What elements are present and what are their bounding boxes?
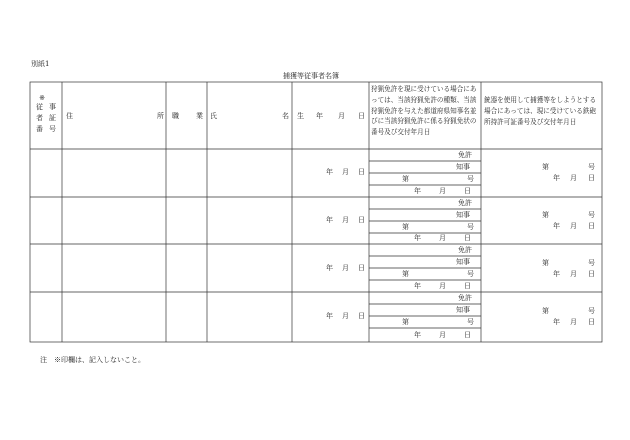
header-serial-mark: ※	[39, 94, 45, 102]
row-license-year: 年	[414, 187, 421, 195]
row-license-day: 日	[464, 282, 471, 290]
row-license-type: 免許	[458, 294, 472, 302]
row-license-dai: 第	[402, 175, 409, 183]
header-serial-char: 証	[49, 114, 56, 122]
header-birth-char: 生	[297, 112, 304, 120]
row-license-governor: 知事	[456, 163, 470, 171]
row-license-month: 月	[439, 234, 446, 242]
header-serial-char: 者	[36, 114, 43, 122]
row-license-month: 月	[439, 282, 446, 290]
row-birth-month: 月	[342, 312, 349, 320]
header-birth-char: 月	[338, 112, 345, 120]
row-gun-day: 日	[588, 222, 595, 230]
page-title: 捕獲等従事者名簿	[283, 72, 339, 80]
header-serial-char: 事	[49, 103, 56, 111]
row-license-day: 日	[464, 187, 471, 195]
row-gun-year: 年	[553, 318, 560, 326]
row-license-month: 月	[439, 187, 446, 195]
row-birth-month: 月	[342, 264, 349, 272]
row-gun-go: 号	[588, 163, 595, 171]
row-gun-month: 月	[570, 174, 577, 182]
row-license-go: 号	[467, 318, 474, 326]
row-birth-year: 年	[326, 264, 333, 272]
row-birth-day: 日	[358, 264, 365, 272]
header-occupation-right: 業	[196, 112, 203, 120]
header-birth-char: 日	[358, 112, 365, 120]
row-license-year: 年	[414, 331, 421, 339]
row-gun-month: 月	[570, 318, 577, 326]
row-gun-dai: 第	[542, 163, 549, 171]
header-address-left: 住	[66, 112, 73, 120]
header-serial-char: 番	[36, 125, 43, 133]
row-gun-dai: 第	[542, 259, 549, 267]
row-license-type: 免許	[458, 151, 472, 159]
row-birth-day: 日	[358, 216, 365, 224]
row-birth-month: 月	[342, 216, 349, 224]
header-gun-text: 銃器を使用して捕獲等をしようとする場合にあっては、現に受けている鉄砲所持許可証番号及び交付年月日	[484, 96, 597, 126]
row-gun-year: 年	[553, 270, 560, 278]
row-license-governor: 知事	[456, 306, 470, 314]
row-license-governor: 知事	[456, 258, 470, 266]
row-license-month: 月	[439, 331, 446, 339]
row-gun-go: 号	[588, 259, 595, 267]
row-license-year: 年	[414, 282, 421, 290]
header-birth-char: 年	[316, 112, 323, 120]
row-license-dai: 第	[402, 318, 409, 326]
row-birth-year: 年	[326, 312, 333, 320]
footnote: 注 ※印欄は、記入しないこと。	[40, 356, 145, 364]
row-gun-year: 年	[553, 222, 560, 230]
row-license-go: 号	[467, 270, 474, 278]
row-license-dai: 第	[402, 270, 409, 278]
row-gun-dai: 第	[542, 307, 549, 315]
row-license-day: 日	[464, 331, 471, 339]
header-name-left: 氏	[210, 112, 217, 120]
row-license-go: 号	[467, 175, 474, 183]
row-birth-month: 月	[342, 168, 349, 176]
row-gun-month: 月	[570, 270, 577, 278]
row-license-dai: 第	[402, 223, 409, 231]
header-address-right: 所	[157, 112, 164, 120]
row-gun-go: 号	[588, 211, 595, 219]
row-license-year: 年	[414, 234, 421, 242]
row-gun-day: 日	[588, 318, 595, 326]
row-gun-go: 号	[588, 307, 595, 315]
row-gun-day: 日	[588, 270, 595, 278]
row-license-day: 日	[464, 234, 471, 242]
row-gun-year: 年	[553, 174, 560, 182]
header-name-right: 名	[282, 112, 289, 120]
header-serial-char: 従	[36, 103, 43, 111]
header-occupation-left: 職	[172, 112, 179, 120]
row-license-go: 号	[467, 223, 474, 231]
row-gun-month: 月	[570, 222, 577, 230]
row-birth-year: 年	[326, 216, 333, 224]
header-license-text: 狩猟免許を現に受けている場合にあっては、当該狩猟免許の種類、当該狩猟免許を与えた都道府県知事名並びに当該狩猟免許に係る狩猟免状の番号及び交付年月日	[371, 85, 477, 137]
header-serial-char: 号	[49, 125, 56, 133]
row-gun-day: 日	[588, 174, 595, 182]
row-birth-day: 日	[358, 168, 365, 176]
row-license-type: 免許	[458, 246, 472, 254]
document-label: 別紙1	[31, 60, 50, 68]
row-gun-dai: 第	[542, 211, 549, 219]
row-birth-year: 年	[326, 168, 333, 176]
row-license-governor: 知事	[456, 211, 470, 219]
row-license-type: 免許	[458, 199, 472, 207]
row-birth-day: 日	[358, 312, 365, 320]
